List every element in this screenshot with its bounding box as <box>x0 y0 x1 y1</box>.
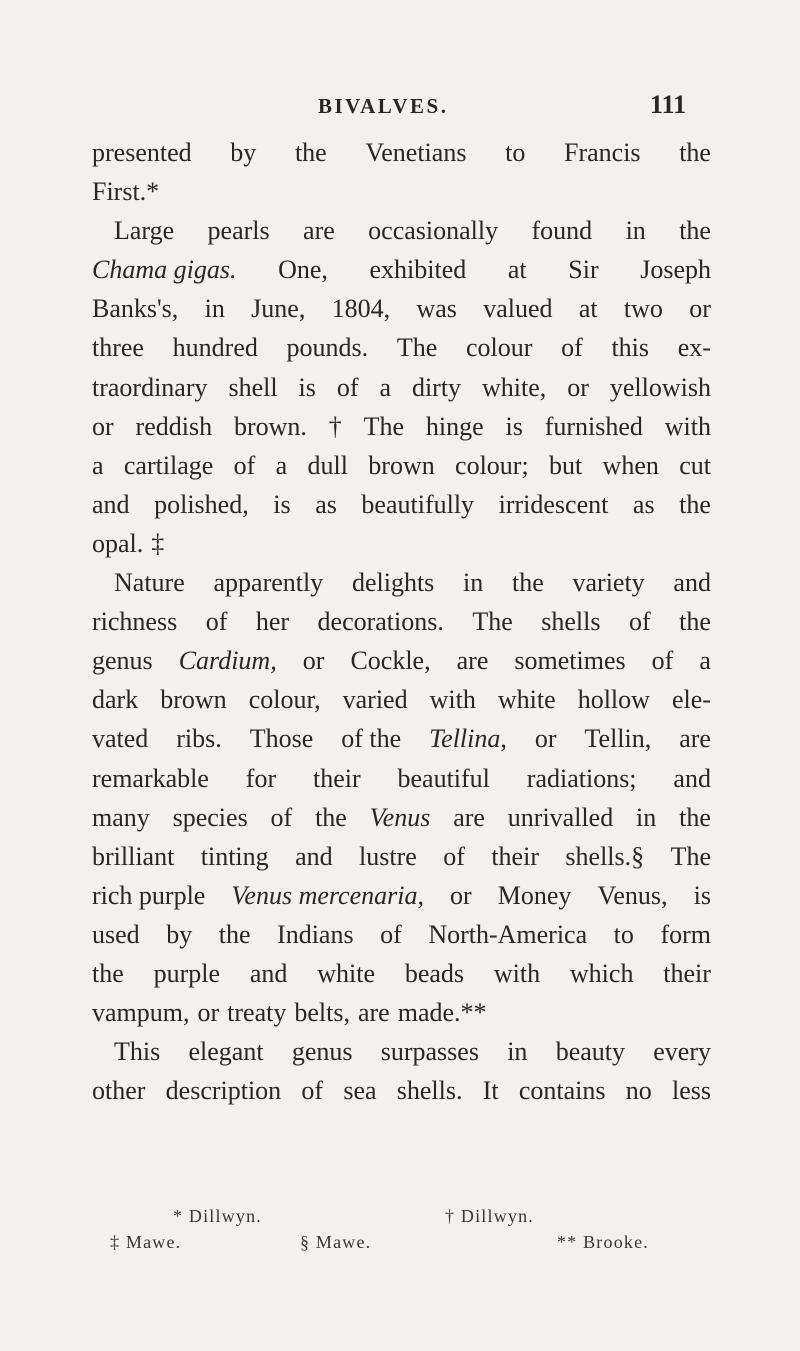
word: This <box>114 1037 161 1067</box>
word: are <box>456 646 489 676</box>
word: species <box>172 802 248 832</box>
word: used <box>92 919 140 949</box>
word: a <box>92 450 104 480</box>
word: Money <box>497 880 572 910</box>
word: the <box>512 568 544 598</box>
word: One, <box>278 255 328 285</box>
word: every <box>653 1037 711 1067</box>
word: beautifully <box>361 489 475 519</box>
word: or <box>92 411 114 441</box>
word: the <box>679 607 711 637</box>
word: shells.§ <box>565 841 645 871</box>
word: description <box>165 1076 282 1106</box>
word: traordinary <box>92 372 208 402</box>
word: opal. <box>92 528 144 558</box>
word: the <box>218 919 251 949</box>
text-line <box>92 1032 711 1071</box>
word: The <box>472 607 513 637</box>
word: The <box>670 841 711 871</box>
word: reddish <box>135 411 213 441</box>
word: the <box>679 802 711 832</box>
word: apparently <box>213 568 324 598</box>
word: unrivalled <box>507 802 614 832</box>
word: is <box>693 880 711 910</box>
word: treaty <box>227 998 287 1028</box>
word: in <box>507 1037 528 1067</box>
word: rich purple <box>92 880 206 910</box>
word: remarkable <box>92 763 209 793</box>
word: Those <box>249 724 314 754</box>
word: of <box>233 450 256 480</box>
word: The <box>396 333 438 363</box>
word: with <box>664 411 711 441</box>
footnote: § Mawe. <box>300 1232 372 1252</box>
word: of <box>270 802 293 832</box>
word: sea <box>343 1076 377 1106</box>
word: three <box>92 333 144 363</box>
text-line <box>92 641 711 680</box>
word: are <box>357 998 390 1028</box>
word: Cockle, <box>350 646 431 676</box>
word: at <box>578 294 598 324</box>
word: occasionally <box>368 216 499 246</box>
word: Sir <box>568 255 599 285</box>
text-line <box>92 485 711 524</box>
word: Joseph <box>640 255 711 285</box>
word: a <box>275 450 288 480</box>
word: genus <box>92 646 153 676</box>
text-line <box>92 407 711 446</box>
word: of <box>336 372 359 402</box>
word: beautiful <box>397 763 490 793</box>
word: surpasses <box>380 1037 479 1067</box>
word: richness <box>92 607 178 637</box>
word: or <box>450 880 472 910</box>
running-title: BIVALVES. <box>318 94 449 118</box>
word: shell <box>228 372 278 402</box>
word: contains <box>518 1076 606 1106</box>
word: Venetians <box>365 138 467 167</box>
text-line <box>92 211 711 250</box>
word: in <box>625 216 646 246</box>
word: the <box>294 138 327 167</box>
word: the <box>679 138 711 167</box>
italic-term: Chama gigas. <box>92 255 237 285</box>
word: the <box>315 802 347 832</box>
text-line <box>92 915 711 954</box>
word: for <box>245 763 277 793</box>
word: are <box>453 802 485 832</box>
word: are <box>679 724 711 754</box>
word: in <box>636 802 657 832</box>
word: of <box>205 607 228 637</box>
word: of <box>561 333 583 363</box>
word: in <box>463 568 484 598</box>
word: purple <box>153 958 221 988</box>
word: with <box>493 958 541 988</box>
word: brilliant <box>92 841 175 871</box>
word: the <box>679 489 711 519</box>
text-line <box>92 563 711 602</box>
word: is <box>298 372 316 402</box>
italic-term: Cardium, <box>178 646 277 676</box>
word: the <box>92 958 124 988</box>
word: polished, <box>154 489 249 519</box>
word: a <box>699 646 711 676</box>
word: this <box>611 333 650 363</box>
text-line <box>92 759 711 798</box>
word: colour, <box>248 685 321 715</box>
word: Large <box>114 216 175 246</box>
word: are <box>303 216 335 246</box>
text-line <box>92 876 711 915</box>
word: ex- <box>677 333 711 363</box>
word: of <box>380 919 402 949</box>
word: sometimes <box>514 646 626 676</box>
page-number: 111 <box>650 90 687 119</box>
word: and <box>673 763 711 793</box>
word: beauty <box>555 1037 625 1067</box>
word: or <box>534 724 557 754</box>
word: elegant <box>188 1037 264 1067</box>
word: white, <box>482 372 547 402</box>
word: exhibited <box>369 255 467 285</box>
word: radiations; <box>526 763 637 793</box>
word: is <box>505 411 523 441</box>
word: Tellin, <box>584 724 652 754</box>
word: genus <box>291 1037 353 1067</box>
text-line <box>92 602 711 641</box>
word: or <box>302 646 325 676</box>
word: dull <box>307 450 348 480</box>
word: two <box>623 294 663 324</box>
text-line <box>92 954 711 993</box>
footnote: * Dillwyn. <box>173 1206 263 1226</box>
word: white <box>497 685 556 715</box>
word: ele- <box>671 685 711 715</box>
footnote-marker: † <box>328 411 342 441</box>
word: hinge <box>425 411 484 441</box>
text-line <box>92 680 711 719</box>
word: of the <box>341 724 402 754</box>
word: Nature <box>114 568 185 598</box>
word: dirty <box>411 372 462 402</box>
word: or <box>689 294 711 324</box>
word: as <box>632 489 655 519</box>
word: other <box>92 1076 146 1106</box>
italic-term: Tellina, <box>429 724 507 754</box>
word: variety <box>572 568 645 598</box>
word: brown <box>368 450 435 480</box>
text-line <box>92 1071 711 1110</box>
word: brown. <box>233 411 307 441</box>
word: their <box>312 763 361 793</box>
word: her <box>255 607 290 637</box>
word: hollow <box>577 685 650 715</box>
word: many <box>92 802 150 832</box>
word: of <box>651 646 674 676</box>
word: is <box>273 489 291 519</box>
text-line <box>92 446 711 485</box>
word: at <box>507 255 527 285</box>
text-line <box>92 368 711 407</box>
text-line <box>92 993 711 1032</box>
word: vated <box>92 724 149 754</box>
word: but <box>549 450 583 480</box>
word: made.** <box>397 998 487 1028</box>
word: shells. <box>396 1076 463 1106</box>
word: beads <box>404 958 465 988</box>
word: of <box>301 1076 324 1106</box>
word: was <box>416 294 457 324</box>
word: hundred <box>172 333 258 363</box>
italic-term: Venus <box>369 802 431 832</box>
word: The <box>363 411 405 441</box>
word: Banks's, <box>92 294 179 324</box>
word: and <box>295 841 333 871</box>
word: 1804, <box>331 294 391 324</box>
word: North-America <box>428 919 588 949</box>
word: valued <box>483 294 553 324</box>
body-text <box>92 133 711 1110</box>
word: their <box>491 841 539 871</box>
word: cut <box>679 450 711 480</box>
word: of <box>628 607 651 637</box>
text-line <box>92 837 711 876</box>
word: colour <box>465 333 533 363</box>
word: lustre <box>359 841 417 871</box>
word: June, <box>251 294 306 324</box>
word: by <box>166 919 193 949</box>
italic-term: Venus mercenaria, <box>231 880 424 910</box>
word: belts, <box>294 998 350 1028</box>
word: colour; <box>455 450 529 480</box>
text-line <box>92 524 711 563</box>
footnote: † Dillwyn. <box>445 1206 535 1226</box>
footnote: ‡ Mawe. <box>110 1232 182 1252</box>
text-line <box>92 250 711 289</box>
word: presented <box>92 138 192 167</box>
word: and <box>92 489 130 519</box>
word: and <box>673 568 711 598</box>
word: yellowish <box>609 372 711 402</box>
word: First.* <box>92 177 160 207</box>
word: ribs. <box>176 724 222 754</box>
word: dark <box>92 685 139 715</box>
word: no <box>625 1076 652 1106</box>
word: varied <box>342 685 408 715</box>
word: Venus, <box>597 880 668 910</box>
word: cartilage <box>123 450 214 480</box>
word: pearls <box>207 216 270 246</box>
word: with <box>429 685 476 715</box>
word: when <box>602 450 659 480</box>
word: Indians <box>277 919 354 949</box>
text-line <box>92 133 711 172</box>
word: less <box>671 1076 711 1106</box>
word: Francis <box>564 138 641 167</box>
word: found <box>531 216 593 246</box>
word: white <box>317 958 375 988</box>
footnote: ** Brooke. <box>557 1232 649 1252</box>
text-line <box>92 289 711 328</box>
page-header <box>0 90 800 126</box>
word: and <box>249 958 288 988</box>
word: by <box>230 138 257 167</box>
word: the <box>679 216 711 246</box>
word: shells <box>541 607 601 637</box>
word: It <box>482 1076 499 1106</box>
word: in <box>204 294 225 324</box>
footnote-marker: ‡ <box>151 528 165 558</box>
word: as <box>315 489 337 519</box>
word: decorations. <box>317 607 444 637</box>
word: their <box>663 958 711 988</box>
word: or <box>567 372 589 402</box>
word: to <box>505 138 526 167</box>
word: delights <box>351 568 435 598</box>
word: irridescent <box>498 489 609 519</box>
word: or <box>197 998 220 1028</box>
word: form <box>660 919 711 949</box>
word: furnished <box>544 411 643 441</box>
word: brown <box>160 685 227 715</box>
word: vampum, <box>92 998 190 1028</box>
word: pounds. <box>286 333 369 363</box>
text-line <box>92 172 711 211</box>
text-line <box>92 328 711 367</box>
word: tinting <box>200 841 269 871</box>
text-line <box>92 719 711 758</box>
word: to <box>613 919 634 949</box>
text-line <box>92 798 711 837</box>
word: a <box>379 372 391 402</box>
word: which <box>569 958 634 988</box>
word: of <box>443 841 465 871</box>
